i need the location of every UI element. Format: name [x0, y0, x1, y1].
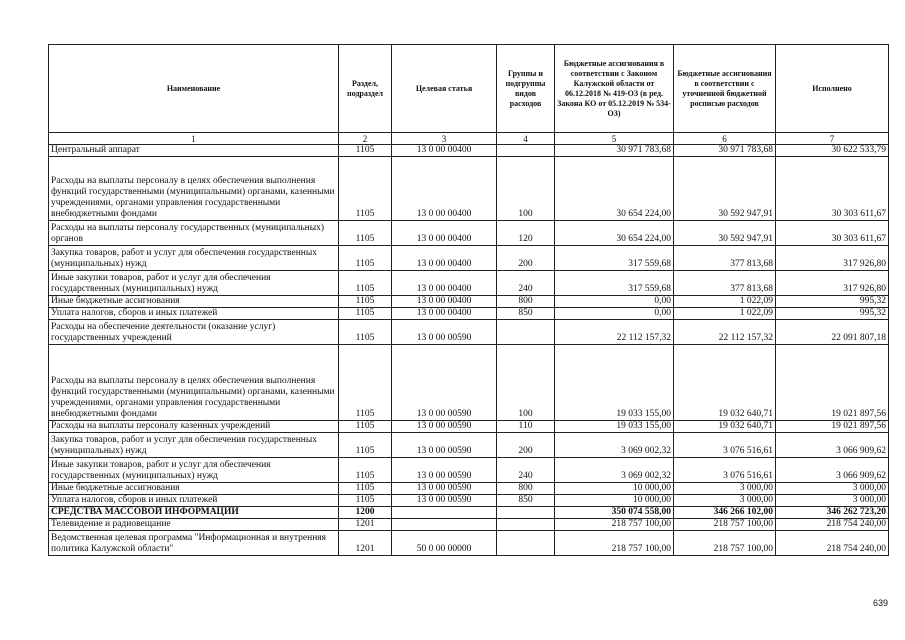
- row-expense-group: 200: [497, 246, 555, 271]
- row-name: Расходы на выплаты персоналу государственных (муниципальных) органов: [49, 221, 339, 246]
- row-expense-group: [497, 507, 555, 519]
- budget-table: [48, 44, 889, 556]
- row-refined: 19 032 640,71: [674, 345, 776, 421]
- column-number: 7: [776, 133, 889, 145]
- row-section: 1105: [339, 320, 392, 345]
- column-number: 1: [49, 133, 339, 145]
- table-row: [49, 458, 889, 483]
- row-expense-group: 110: [497, 421, 555, 433]
- row-planned: 3 069 002,32: [555, 458, 674, 483]
- column-number: 6: [674, 133, 776, 145]
- row-expense-group: 850: [497, 308, 555, 320]
- row-target-article: 13 0 00 00590: [392, 495, 497, 507]
- row-executed: 30 303 611,67: [776, 157, 889, 221]
- row-refined: 377 813,68: [674, 271, 776, 296]
- row-name: Закупка товаров, работ и услуг для обеспечения государственных (муниципальных) нужд: [49, 246, 339, 271]
- row-executed: 19 021 897,56: [776, 345, 889, 421]
- row-expense-group: [497, 519, 555, 531]
- row-section: 1105: [339, 421, 392, 433]
- row-expense-group: 800: [497, 483, 555, 495]
- table-row: [49, 531, 889, 556]
- column-number: 2: [339, 133, 392, 145]
- row-planned: 0,00: [555, 296, 674, 308]
- row-executed: 346 262 723,20: [776, 507, 889, 519]
- table-row: [49, 296, 889, 308]
- row-expense-group: [497, 320, 555, 345]
- row-planned: 30 654 224,00: [555, 221, 674, 246]
- row-name: Иные закупки товаров, работ и услуг для обеспечения государственных (муниципальных) нужд: [49, 458, 339, 483]
- table-row: [49, 221, 889, 246]
- row-target-article: 13 0 00 00400: [392, 157, 497, 221]
- header-executed: Исполнено: [776, 45, 889, 133]
- row-refined: 3 000,00: [674, 483, 776, 495]
- row-target-article: 13 0 00 00400: [392, 145, 497, 157]
- row-name: Уплата налогов, сборов и иных платежей: [49, 308, 339, 320]
- header-section: Раздел, подраздел: [339, 45, 392, 133]
- row-planned: 350 074 558,00: [555, 507, 674, 519]
- row-planned: 0,00: [555, 308, 674, 320]
- row-planned: 10 000,00: [555, 495, 674, 507]
- row-planned: 317 559,68: [555, 271, 674, 296]
- header-expense-group: Группы и подгруппы видов расходов: [497, 45, 555, 133]
- row-planned: 19 033 155,00: [555, 421, 674, 433]
- row-section: 1105: [339, 145, 392, 157]
- row-executed: 995,32: [776, 296, 889, 308]
- table-row: [49, 507, 889, 519]
- table-row: [49, 145, 889, 157]
- row-refined: 30 592 947,91: [674, 157, 776, 221]
- row-target-article: 13 0 00 00590: [392, 421, 497, 433]
- row-executed: 317 926,80: [776, 246, 889, 271]
- row-name: Ведомственная целевая программа "Информационная и внутренняя политика Калужской области": [49, 531, 339, 556]
- row-name: Иные бюджетные ассигнования: [49, 296, 339, 308]
- row-refined: 346 266 102,00: [674, 507, 776, 519]
- row-section: 1201: [339, 531, 392, 556]
- row-target-article: 13 0 00 00590: [392, 483, 497, 495]
- row-executed: 19 021 897,56: [776, 421, 889, 433]
- row-target-article: 13 0 00 00590: [392, 320, 497, 345]
- row-target-article: 13 0 00 00590: [392, 433, 497, 458]
- row-refined: 377 813,68: [674, 246, 776, 271]
- column-number: 4: [497, 133, 555, 145]
- row-name: Иные закупки товаров, работ и услуг для обеспечения государственных (муниципальных) нужд: [49, 271, 339, 296]
- row-planned: 218 757 100,00: [555, 531, 674, 556]
- row-expense-group: 850: [497, 495, 555, 507]
- table-row: [49, 433, 889, 458]
- row-expense-group: 800: [497, 296, 555, 308]
- table-row: [49, 483, 889, 495]
- table-row: [49, 271, 889, 296]
- row-refined: 1 022,09: [674, 296, 776, 308]
- row-expense-group: 100: [497, 345, 555, 421]
- row-name: Расходы на выплаты персоналу в целях обеспечения выполнения функций государственными (муниципальными) органами, казенными учреждениями, органами управления государственными внебюджетными фондами: [49, 345, 339, 421]
- row-section: 1105: [339, 495, 392, 507]
- row-refined: 22 112 157,32: [674, 320, 776, 345]
- row-section: 1105: [339, 433, 392, 458]
- header-row: [49, 45, 889, 133]
- row-executed: 995,32: [776, 308, 889, 320]
- row-executed: 3 066 909,62: [776, 458, 889, 483]
- row-refined: 30 971 783,68: [674, 145, 776, 157]
- row-executed: 30 622 533,79: [776, 145, 889, 157]
- column-number: 5: [555, 133, 674, 145]
- row-executed: 218 754 240,00: [776, 519, 889, 531]
- row-name: Расходы на обеспечение деятельности (оказание услуг) государственных учреждений: [49, 320, 339, 345]
- row-refined: 1 022,09: [674, 308, 776, 320]
- row-refined: 3 000,00: [674, 495, 776, 507]
- row-refined: 3 076 516,61: [674, 433, 776, 458]
- header-refined: Бюджетные ассигнования в соответствии с уточненной бюджетной росписью расходов: [674, 45, 776, 133]
- row-expense-group: 100: [497, 157, 555, 221]
- row-expense-group: [497, 145, 555, 157]
- row-section: 1105: [339, 221, 392, 246]
- row-refined: 30 592 947,91: [674, 221, 776, 246]
- row-section: 1105: [339, 246, 392, 271]
- row-planned: 3 069 002,32: [555, 433, 674, 458]
- row-executed: 30 303 611,67: [776, 221, 889, 246]
- table-row: [49, 157, 889, 221]
- row-target-article: [392, 507, 497, 519]
- row-name: Расходы на выплаты персоналу в целях обеспечения выполнения функций государственными (муниципальными) органами, казенными учреждениями, органами управления государственными внебюджетными фондами: [49, 157, 339, 221]
- table-body: [49, 145, 889, 556]
- row-executed: 317 926,80: [776, 271, 889, 296]
- row-executed: 3 066 909,62: [776, 433, 889, 458]
- row-section: 1200: [339, 507, 392, 519]
- row-executed: 3 000,00: [776, 483, 889, 495]
- table-row: [49, 421, 889, 433]
- row-refined: 3 076 516,61: [674, 458, 776, 483]
- row-target-article: 13 0 00 00400: [392, 246, 497, 271]
- row-executed: 218 754 240,00: [776, 531, 889, 556]
- header-planned: Бюджетные ассигнования в соответствии с Законом Калужской области от 06.12.2018 № 419-ОЗ (в ред. Закона КО от 05.12.2019 № 534-ОЗ): [555, 45, 674, 133]
- row-target-article: 13 0 00 00400: [392, 221, 497, 246]
- row-name: Телевидение и радиовещание: [49, 519, 339, 531]
- table-row: [49, 345, 889, 421]
- row-refined: 19 032 640,71: [674, 421, 776, 433]
- row-planned: 22 112 157,32: [555, 320, 674, 345]
- row-section: 1201: [339, 519, 392, 531]
- row-name: Расходы на выплаты персоналу казенных учреждений: [49, 421, 339, 433]
- row-target-article: [392, 519, 497, 531]
- row-executed: 3 000,00: [776, 495, 889, 507]
- row-target-article: 13 0 00 00590: [392, 345, 497, 421]
- table-row: [49, 246, 889, 271]
- row-section: 1105: [339, 308, 392, 320]
- row-section: 1105: [339, 458, 392, 483]
- row-planned: 30 971 783,68: [555, 145, 674, 157]
- row-expense-group: 200: [497, 433, 555, 458]
- table-row: [49, 495, 889, 507]
- row-target-article: 13 0 00 00400: [392, 308, 497, 320]
- row-name: Уплата налогов, сборов и иных платежей: [49, 495, 339, 507]
- row-section: 1105: [339, 345, 392, 421]
- row-section: 1105: [339, 296, 392, 308]
- header-target-article: Целевая статья: [392, 45, 497, 133]
- row-refined: 218 757 100,00: [674, 519, 776, 531]
- table-row: [49, 519, 889, 531]
- row-expense-group: 240: [497, 458, 555, 483]
- table-row: [49, 308, 889, 320]
- row-planned: 317 559,68: [555, 246, 674, 271]
- row-executed: 22 091 807,18: [776, 320, 889, 345]
- row-name: Центральный аппарат: [49, 145, 339, 157]
- row-planned: 218 757 100,00: [555, 519, 674, 531]
- row-target-article: 13 0 00 00590: [392, 458, 497, 483]
- page-number: 639: [873, 598, 889, 608]
- row-expense-group: 240: [497, 271, 555, 296]
- row-planned: 10 000,00: [555, 483, 674, 495]
- row-name: СРЕДСТВА МАССОВОЙ ИНФОРМАЦИИ: [49, 507, 339, 519]
- row-expense-group: [497, 531, 555, 556]
- row-planned: 19 033 155,00: [555, 345, 674, 421]
- row-section: 1105: [339, 483, 392, 495]
- row-name: Иные бюджетные ассигнования: [49, 483, 339, 495]
- column-number-row: [49, 133, 889, 145]
- row-planned: 30 654 224,00: [555, 157, 674, 221]
- row-refined: 218 757 100,00: [674, 531, 776, 556]
- row-name: Закупка товаров, работ и услуг для обеспечения государственных (муниципальных) нужд: [49, 433, 339, 458]
- row-section: 1105: [339, 157, 392, 221]
- row-target-article: 50 0 00 00000: [392, 531, 497, 556]
- row-target-article: 13 0 00 00400: [392, 296, 497, 308]
- table-row: [49, 320, 889, 345]
- row-expense-group: 120: [497, 221, 555, 246]
- header-name: Наименование: [49, 45, 339, 133]
- row-target-article: 13 0 00 00400: [392, 271, 497, 296]
- column-number: 3: [392, 133, 497, 145]
- row-section: 1105: [339, 271, 392, 296]
